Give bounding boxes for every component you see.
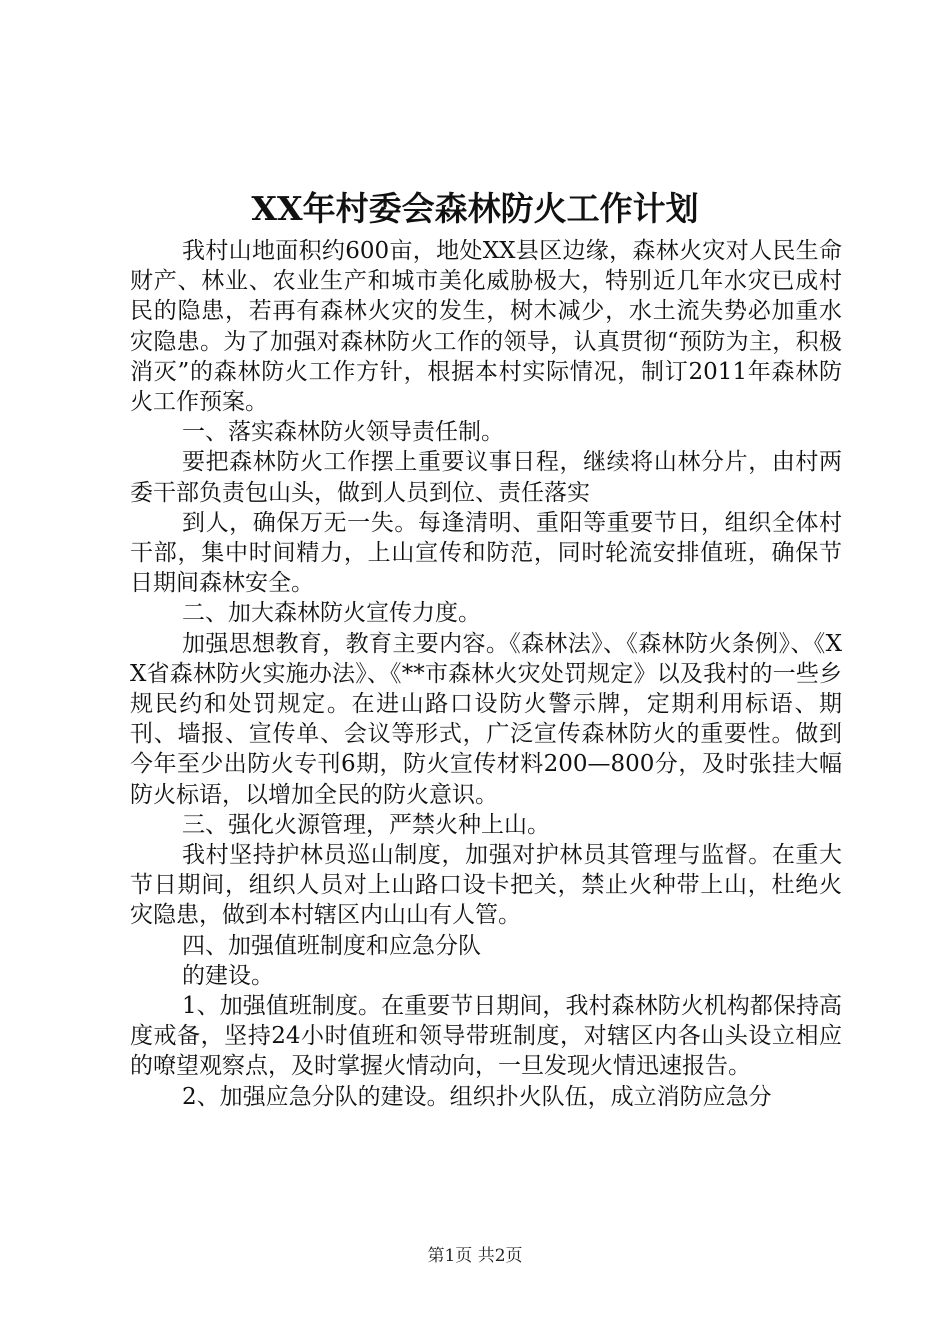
document-title: XX年村委会森林防火工作计划 — [251, 189, 699, 228]
intro-paragraph: 我村山地面积约600亩，地处XX县区边缘，森林火灾对人民生命财产、林业、农业生产和城市美化威胁极大，特别近几年水灾已成村民的隐患，若再有森林火灾的发生，树木减少，水土流失势必加重水灾隐患。为了加强对森林防火工作的领导，认真贯彻“预防为主，积极消灭”的森林防火工作方针，根据本村实际情况，制订2011年森林防火工作预案。 — [130, 238, 842, 416]
section-heading-1: 一、落实森林防火领导责任制。 — [182, 419, 504, 446]
section-1-continuation: 到人，确保万无一失。每逢清明、重阳等重要节日，组织全体村干部，集中时间精力，上山宣传和防范，同时轮流安排值班，确保节日期间森林安全。 — [130, 509, 842, 597]
section-heading-4: 四、加强值班制度和应急分队 — [182, 932, 481, 959]
section-heading-4-continuation: 的建设。 — [182, 962, 274, 989]
document-body — [130, 236, 842, 1112]
section-2-paragraph: 加强思想教育，教育主要内容。《森林法》、《森林防火条例》、《XX省森林防火实施办法》、《**市森林火灾处罚规定》以及我村的一些乡规民约和处罚规定。在进山路口设防火警示牌，定期利用标语、期刊、墙报、宣传单、会议等形式，广泛宣传森林防火的重要性。做到今年至少出防火专刊6期，防火宣传材料200—800分，及时张挂大幅防火标语，以增加全民的防火意识。 — [130, 630, 842, 808]
section-1-paragraph: 要把森林防火工作摆上重要议事日程，继续将山林分片，由村两委干部负责包山头，做到人员到位、责任落实 — [130, 449, 842, 506]
section-3-paragraph: 我村坚持护林员巡山制度，加强对护林员其管理与监督。在重大节日期间，组织人员对上山路口设卡把关，禁止火种带上山，杜绝火灾隐患，做到本村辖区内山山有人管。 — [130, 842, 842, 929]
section-heading-2: 二、加大森林防火宣传力度。 — [182, 600, 481, 627]
section-heading-3: 三、强化火源管理，严禁火种上山。 — [182, 811, 550, 838]
subsection-1-paragraph: 1、加强值班制度。在重要节日期间，我村森林防火机构都保持高度戒备，坚持24小时值班和领导带班制度，对辖区内各山头设立相应的嘹望观察点，及时掌握火情动向，一旦发现火情迅速报告。 — [130, 993, 842, 1080]
subsection-2-paragraph: 2、加强应急分队的建设。组织扑火队伍，成立消防应急分 — [182, 1083, 772, 1110]
page-footer: 第1页 共2页 — [427, 1246, 523, 1266]
